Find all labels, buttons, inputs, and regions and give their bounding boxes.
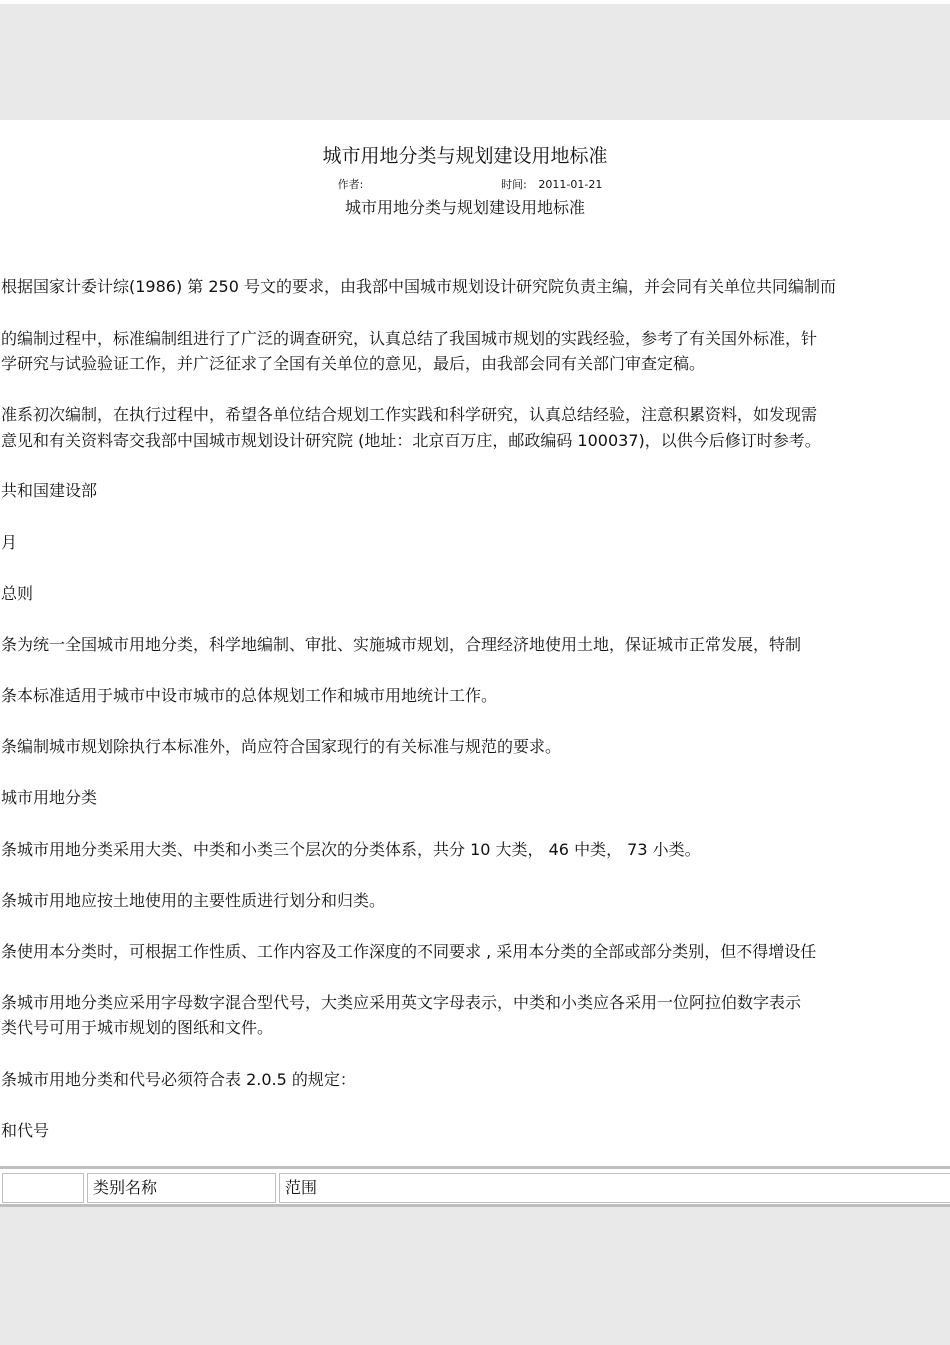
body-line: 条城市用地分类采用大类、中类和小类三个层次的分类体系，共分 10 大类， 46 中类， 73 小类。 <box>1 840 701 859</box>
time-label: 时间: <box>501 178 527 191</box>
page-title: 城市用地分类与规划建设用地标准 <box>322 145 608 167</box>
body-line: 根据国家计委计综(1986) 第 250 号文的要求，由我部中国城市规划设计研究院负责主编，并会同有关单位共同编制而 <box>1 277 837 296</box>
publish-date: 2011-01-21 <box>538 178 603 191</box>
body-line: 月 <box>1 533 18 552</box>
table-header-category-name: 类别名称 <box>87 1173 276 1203</box>
body-line: 学研究与试验验证工作，并广泛征求了全国有关单位的意见，最后，由我部会同有关部门审查定稿。 <box>1 354 706 373</box>
bottom-gray-band <box>0 1207 950 1345</box>
document-header <box>0 142 930 220</box>
body-line: 意见和有关资料寄交我部中国城市规划设计研究院 (地址：北京百万庄，邮政编码 100037)，以供今后修订时参考。 <box>1 431 821 450</box>
body-line: 条为统一全国城市用地分类，科学地编制、审批、实施城市规划，合理经济地使用土地，保证城市正常发展，特制 <box>1 635 802 654</box>
body-line: 条本标准适用于城市中设市城市的总体规划工作和城市用地统计工作。 <box>1 686 498 705</box>
body-line: 条城市用地分类和代号必须符合表 2.0.5 的规定： <box>1 1070 356 1089</box>
section-heading: 总则 <box>1 584 34 603</box>
body-line: 条城市用地应按土地使用的主要性质进行划分和归类。 <box>1 891 386 910</box>
body-line: 的编制过程中，标准编制组进行了广泛的调查研究，认真总结了我国城市规划的实践经验，参考了有关国外标准，针 <box>1 329 818 348</box>
table-header-scope: 范围 <box>279 1173 950 1203</box>
body-line: 共和国建设部 <box>1 481 98 500</box>
meta-row <box>0 176 930 194</box>
subtitle: 城市用地分类与规划建设用地标准 <box>344 198 585 217</box>
section-heading: 城市用地分类 <box>1 788 98 807</box>
body-line: 准系初次编制，在执行过程中，希望各单位结合规划工作实践和科学研究，认真总结经验，注意积累资料，如发现需 <box>1 405 818 424</box>
body-line: 类代号可用于城市规划的图纸和文件。 <box>1 1018 274 1037</box>
body-line: 条编制城市规划除执行本标准外，尚应符合国家现行的有关标准与规范的要求。 <box>1 737 562 756</box>
body-line: 条城市用地分类应采用字母数字混合型代号，大类应采用英文字母表示，中类和小类应各采用一位阿拉伯数字表示 <box>1 993 802 1012</box>
top-gray-band <box>0 4 950 120</box>
table-header-code <box>2 1173 84 1203</box>
body-line: 条使用本分类时，可根据工作性质、工作内容及工作深度的不同要求 , 采用本分类的全部或部分类别，但不得增设任 <box>1 942 817 961</box>
body-line: 和代号 <box>1 1121 50 1140</box>
category-table <box>0 1166 950 1207</box>
author-label: 作者: <box>337 178 364 191</box>
